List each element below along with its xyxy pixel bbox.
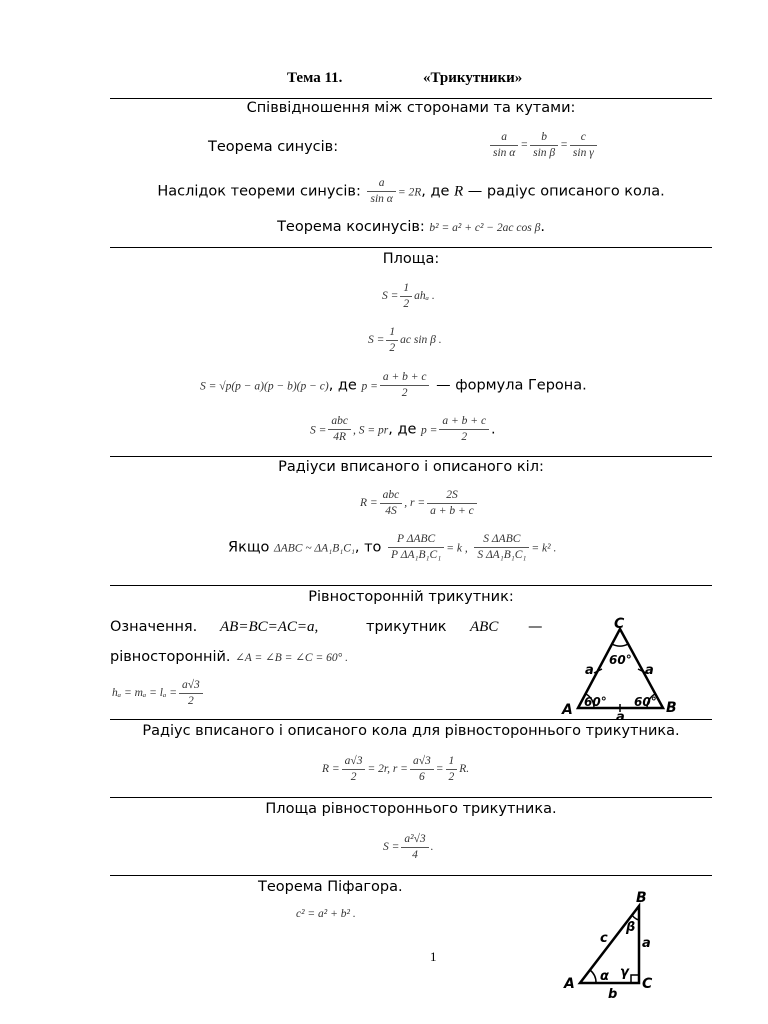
divider xyxy=(110,247,712,248)
sine-theorem-label: Теорема синусів: xyxy=(208,139,339,155)
section-header-equilateral: Рівносторонній трикутник: xyxy=(308,589,514,605)
section-header-pythagoras: Теорема Піфагора. xyxy=(258,879,403,895)
side-label: a xyxy=(585,663,594,678)
side-label: a xyxy=(645,663,654,678)
divider xyxy=(110,456,712,457)
divider xyxy=(110,585,712,586)
divider xyxy=(110,98,712,99)
triangle-shape xyxy=(580,906,639,983)
equilateral-definition-line2: рівносторонній. ∠A = ∠B = ∠C = 60° . xyxy=(110,649,348,665)
angle-label-gamma: γ xyxy=(620,965,629,980)
similarity-formula: Якщо ΔABC ~ ΔA₁B₁C₁, то $\frac{\text{P ΔABC}}{\text{P ΔA₁B₁C₁}}$ = k , $\frac{\text{S ΔABC}}{\text{S ΔA₁B₁C₁}}$ = k² . xyxy=(228,533,557,561)
pythagoras-formula: c² = a² + b² . xyxy=(296,908,356,920)
heron-formula: S = √p(p − a)(p − b)(p − c), де p = $\frac{a + b + c}{2}$ — формула Герона. xyxy=(200,371,587,399)
equilateral-height: hₐ = mₐ = lₐ = $\frac{a√3}{2}$ xyxy=(112,678,205,709)
side-label-c: c xyxy=(600,931,608,946)
area-formula-height: S = $\frac{1}{2}$ ahₐ . xyxy=(382,282,435,310)
divider xyxy=(110,875,712,876)
sine-corollary: Наслідок теореми синусів: $\frac{a}{\text{sin α}}$ = 2R, де R — радіус описаного кола. xyxy=(157,177,665,205)
angle-arc-c xyxy=(612,644,628,646)
radii-formula: R = $\frac{\text{abc}}{4S}$ , r = $\frac{2S}{a + b + c}$ xyxy=(360,488,479,519)
sine-formula: $\frac{a}{\text{sin α}}$ = $\frac{b}{\text{sin β}}$ = $\frac{c}{\text{sin γ}}$ xyxy=(488,130,599,161)
side-label: a xyxy=(616,710,625,720)
section-header-equilateral-area: Площа рівностороннього трикутника. xyxy=(265,801,557,817)
angle-label: 60° xyxy=(634,695,657,709)
vertex-label-b: B xyxy=(636,890,647,906)
vertex-label-c: C xyxy=(614,616,625,632)
equilateral-area-formula: S = $\frac{\text{a²√3}}{4}$ . xyxy=(383,833,434,861)
side-label-a: a xyxy=(642,936,651,951)
section-header-ratios: Співвідношення між сторонами та кутами: xyxy=(246,100,576,116)
section-header-radii: Радіуси вписаного і описаного кіл: xyxy=(278,459,544,475)
section-header-area: Площа: xyxy=(382,251,440,267)
section-header-equilateral-radii: Радіус вписаного і описаного кола для рівностороннього трикутника. xyxy=(142,723,680,739)
right-triangle-figure xyxy=(560,888,672,1000)
vertex-label-c: C xyxy=(642,976,653,992)
angle-arc-alpha xyxy=(590,970,596,983)
equilateral-triangle-figure xyxy=(556,614,686,720)
divider xyxy=(110,797,712,798)
vertex-label-a: A xyxy=(564,976,575,992)
topic-name: «Трикутники» xyxy=(423,70,523,86)
equilateral-radii-formula: R = $\frac{a√3}{2}$ = 2r, r = $\frac{a√3}{6}$ = $\frac{1}{2}$ R. xyxy=(322,755,470,783)
angle-label: 60° xyxy=(609,653,632,667)
angle-label-alpha: α xyxy=(600,969,609,984)
side-label-b: b xyxy=(608,987,618,1000)
angle-label: 60° xyxy=(584,695,607,709)
divider xyxy=(110,719,712,720)
cosine-theorem: Теорема косинусів: b² = a² + c² − 2ac cos β. xyxy=(277,219,545,235)
angle-label-beta: β xyxy=(626,920,636,935)
vertex-label-a: A xyxy=(562,702,573,718)
area-formula-sine: S = $\frac{1}{2}$ ac sin β . xyxy=(368,326,442,354)
page-number: 1 xyxy=(430,949,437,964)
vertex-label-b: B xyxy=(666,700,677,716)
topic-number: Тема 11. xyxy=(287,70,343,86)
area-formula-radius: S = $\frac{\text{abc}}{4R}$ , S = pr, де p = $\frac{a + b + c}{2}$ . xyxy=(310,415,496,443)
